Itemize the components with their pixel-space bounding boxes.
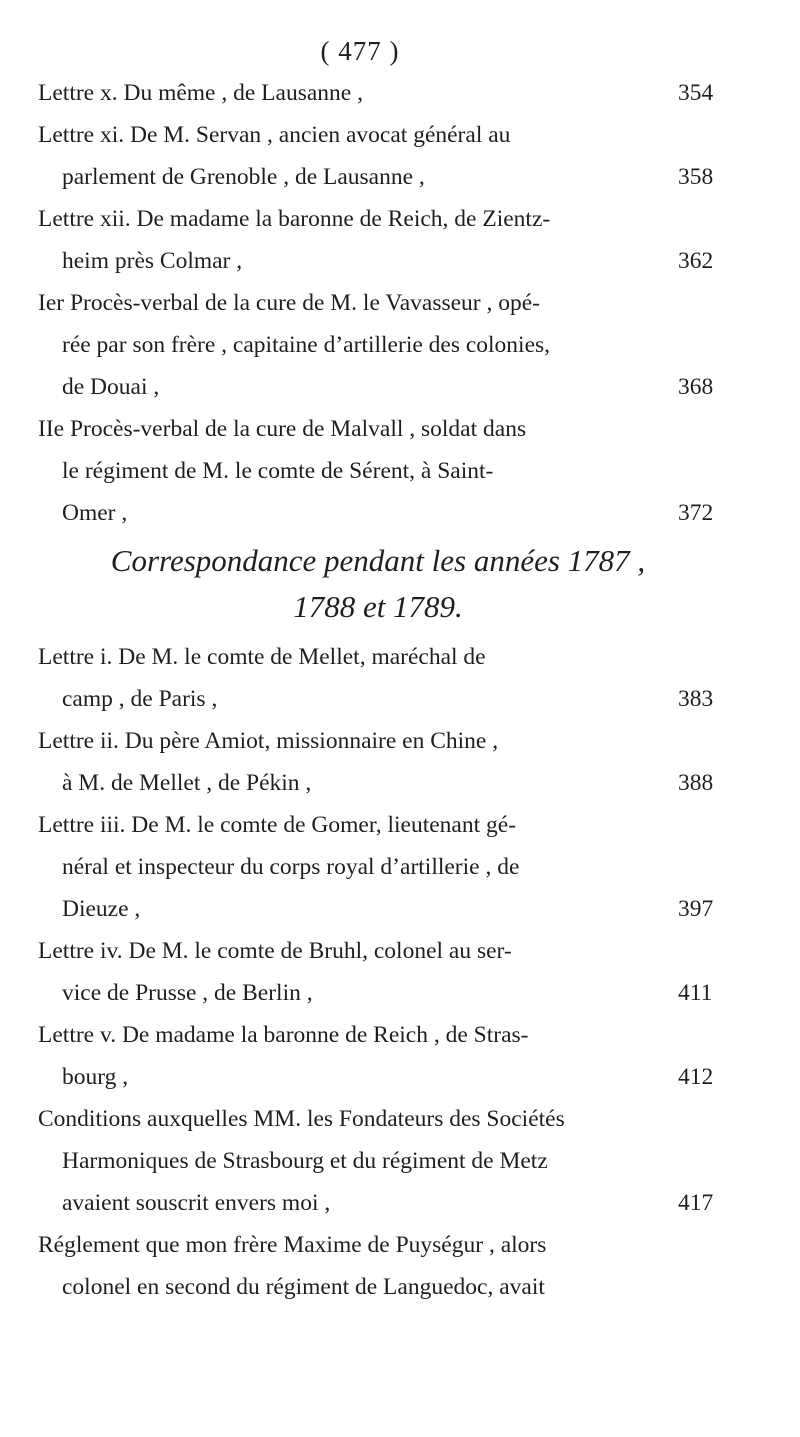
toc-page-number: 372 xyxy=(678,500,714,526)
toc-entry xyxy=(38,636,718,720)
toc-page-number: 388 xyxy=(678,770,714,796)
toc-entry-line xyxy=(38,636,718,678)
toc-page-number: 412 xyxy=(678,1064,714,1090)
toc-entry-text: Lettre v. De madame la baronne de Reich , de Stras- xyxy=(38,1022,529,1048)
toc-entry-line xyxy=(38,282,718,324)
toc-entry-text: Harmoniques de Strasbourg et du régiment de Metz xyxy=(62,1148,548,1174)
toc-page-number: 358 xyxy=(678,164,714,190)
toc-entry-text: à M. de Mellet , de Pékin , xyxy=(62,770,312,796)
toc-entry-line xyxy=(38,408,718,450)
toc-entry-text: le régiment de M. le comte de Sérent, à Saint- xyxy=(62,458,494,484)
toc-entry xyxy=(38,720,718,804)
toc-entry-line xyxy=(38,930,718,972)
toc-entry-text: bourg , xyxy=(62,1064,129,1090)
toc-entry-line xyxy=(38,1056,718,1098)
toc-entry-line xyxy=(38,1098,718,1140)
toc-entry-line xyxy=(38,72,718,114)
toc-entry-text: camp , de Paris , xyxy=(62,686,218,712)
toc-page-number: 368 xyxy=(678,374,714,400)
toc-page-number: 411 xyxy=(678,980,713,1006)
toc-entry-line xyxy=(38,1014,718,1056)
entries-before xyxy=(38,72,718,534)
toc-entry xyxy=(38,1098,718,1224)
toc-page-number: 362 xyxy=(678,248,714,274)
toc-entry-text: Lettre ii. Du père Amiot, missionnaire en Chine , xyxy=(38,728,499,754)
section-heading xyxy=(38,538,718,630)
toc-entry-line xyxy=(38,324,718,366)
toc-entry-line xyxy=(38,846,718,888)
toc-entry xyxy=(38,930,718,1014)
table-of-contents xyxy=(38,72,718,1308)
toc-entry-line xyxy=(38,450,718,492)
toc-entry-text: Lettre xi. De M. Servan , ancien avocat général au xyxy=(38,122,511,148)
entries-after xyxy=(38,636,718,1308)
toc-entry-text: Lettre x. Du même , de Lausanne , xyxy=(38,80,363,106)
toc-entry-line xyxy=(38,762,718,804)
toc-entry-line xyxy=(38,240,718,282)
toc-entry-text: Lettre iv. De M. le comte de Bruhl, colonel au ser- xyxy=(38,938,512,964)
toc-entry xyxy=(38,408,718,534)
toc-entry-line xyxy=(38,366,718,408)
toc-entry-text: Dieuze , xyxy=(62,896,141,922)
toc-entry-line xyxy=(38,1140,718,1182)
toc-entry-text: Omer , xyxy=(62,500,128,526)
toc-entry-line xyxy=(38,114,718,156)
toc-entry-line xyxy=(38,492,718,534)
toc-entry-text: rée par son frère , capitaine d’artillerie des colonies, xyxy=(62,332,551,358)
toc-page-number: 354 xyxy=(678,80,714,106)
toc-entry-text: Réglement que mon frère Maxime de Puységur , alors xyxy=(38,1232,547,1258)
toc-entry-line xyxy=(38,1224,718,1266)
toc-entry-text: Lettre i. De M. le comte de Mellet, maréchal de xyxy=(38,644,486,670)
toc-entry-line xyxy=(38,720,718,762)
toc-entry xyxy=(38,1014,718,1098)
toc-entry xyxy=(38,804,718,930)
toc-entry-text: parlement de Grenoble , de Lausanne , xyxy=(62,164,425,190)
toc-entry-text: colonel en second du régiment de Languedoc, avait xyxy=(62,1274,545,1300)
toc-entry-text: Conditions auxquelles MM. les Fondateurs des Sociétés xyxy=(38,1106,565,1132)
toc-entry xyxy=(38,1224,718,1308)
toc-entry-text: Lettre xii. De madame la baronne de Reich, de Zientz- xyxy=(38,206,551,232)
section-heading-line-1: Correspondance pendant les années 1787 , xyxy=(110,543,646,578)
toc-page-number: 397 xyxy=(678,896,714,922)
toc-entry xyxy=(38,114,718,198)
toc-page-number: 417 xyxy=(678,1190,714,1216)
toc-entry-text: néral et inspecteur du corps royal d’artillerie , de xyxy=(62,854,520,880)
page-number: ( 477 ) xyxy=(320,36,400,66)
toc-entry-text: Lettre iii. De M. le comte de Gomer, lieutenant gé- xyxy=(38,812,517,838)
toc-entry-text: avaient souscrit envers moi , xyxy=(62,1190,331,1216)
toc-entry-text: Ier Procès-verbal de la cure de M. le Vavasseur , opé- xyxy=(38,290,540,316)
toc-entry-text: IIe Procès-verbal de la cure de Malvall , soldat dans xyxy=(38,416,527,442)
toc-entry xyxy=(38,72,718,114)
toc-entry-line xyxy=(38,156,718,198)
toc-entry-line xyxy=(38,1266,718,1308)
toc-entry-line xyxy=(38,804,718,846)
toc-entry xyxy=(38,198,718,282)
section-heading-line-2: 1788 et 1789. xyxy=(293,589,463,624)
toc-entry-text: heim près Colmar , xyxy=(62,248,243,274)
toc-entry-text: vice de Prusse , de Berlin , xyxy=(62,980,313,1006)
toc-entry-text: de Douai , xyxy=(62,374,160,400)
toc-entry-line xyxy=(38,198,718,240)
toc-entry-line xyxy=(38,678,718,720)
toc-page-number: 383 xyxy=(678,686,714,712)
toc-entry-line xyxy=(38,1182,718,1224)
toc-entry-line xyxy=(38,888,718,930)
toc-entry xyxy=(38,282,718,408)
toc-entry-line xyxy=(38,972,718,1014)
